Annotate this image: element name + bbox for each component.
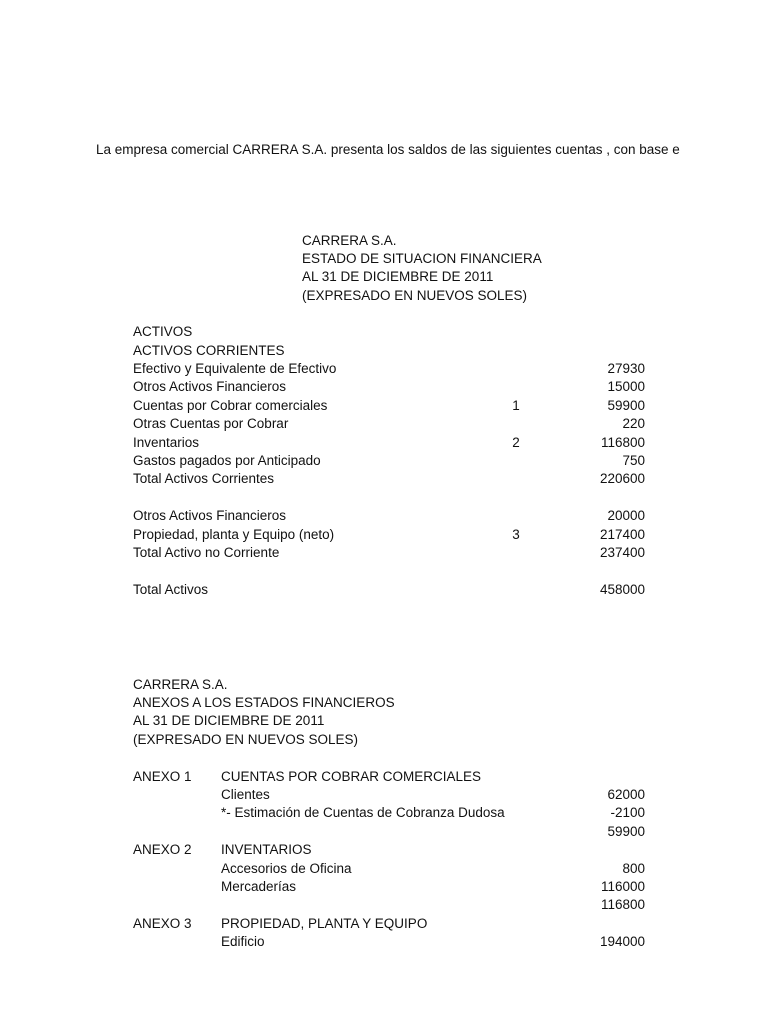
row-value: -2100 bbox=[610, 805, 645, 820]
statement-currency: (EXPRESADO EN NUEVOS SOLES) bbox=[302, 288, 528, 303]
row-value: 27930 bbox=[607, 361, 645, 376]
row-value: 59900 bbox=[607, 398, 645, 413]
total-value: 220600 bbox=[599, 471, 645, 486]
total-label: Total Activo no Corriente bbox=[133, 545, 280, 560]
anexo-title: PROPIEDAD, PLANTA Y EQUIPO bbox=[221, 916, 428, 931]
statement-company: CARRERA S.A. bbox=[302, 233, 397, 248]
section-activos-corrientes: ACTIVOS CORRIENTES bbox=[133, 343, 285, 358]
row-label: Mercaderías bbox=[221, 879, 297, 894]
row-label: Otras Cuentas por Cobrar bbox=[133, 416, 289, 431]
section-activos: ACTIVOS bbox=[133, 324, 193, 339]
row-label: Efectivo y Equivalente de Efectivo bbox=[133, 361, 337, 376]
annex-title: ANEXOS A LOS ESTADOS FINANCIEROS bbox=[133, 695, 395, 710]
row-note: 3 bbox=[512, 527, 520, 542]
row-value: 194000 bbox=[599, 934, 645, 949]
statement-date: AL 31 DE DICIEMBRE DE 2011 bbox=[302, 269, 494, 284]
subtotal-value: 59900 bbox=[607, 824, 645, 839]
anexo-tag: ANEXO 2 bbox=[133, 842, 192, 857]
row-value: 220 bbox=[622, 416, 645, 431]
annex-currency: (EXPRESADO EN NUEVOS SOLES) bbox=[133, 732, 359, 747]
row-label: Cuentas por Cobrar comerciales bbox=[133, 398, 328, 413]
row-label: Otros Activos Financieros bbox=[133, 508, 287, 523]
row-value: 20000 bbox=[607, 508, 645, 523]
total-value: 237400 bbox=[599, 545, 645, 560]
grand-total-label: Total Activos bbox=[133, 582, 209, 597]
anexo-title: INVENTARIOS bbox=[221, 842, 312, 857]
row-note: 1 bbox=[512, 398, 520, 413]
row-label: Accesorios de Oficina bbox=[221, 861, 352, 876]
subtotal-value: 116800 bbox=[600, 897, 645, 912]
annex-date: AL 31 DE DICIEMBRE DE 2011 bbox=[133, 713, 325, 728]
row-label: Inventarios bbox=[133, 435, 200, 450]
row-value: 800 bbox=[622, 861, 645, 876]
row-label: *- Estimación de Cuentas de Cobranza Dudosa bbox=[221, 805, 505, 820]
row-label: Propiedad, planta y Equipo (neto) bbox=[133, 527, 335, 542]
row-value: 62000 bbox=[607, 787, 645, 802]
anexo-tag: ANEXO 3 bbox=[133, 916, 192, 931]
statement-title: ESTADO DE SITUACION FINANCIERA bbox=[302, 251, 542, 266]
row-value: 116800 bbox=[600, 435, 645, 450]
annex-company: CARRERA S.A. bbox=[133, 677, 228, 692]
anexo-tag: ANEXO 1 bbox=[133, 769, 192, 784]
row-note: 2 bbox=[512, 435, 520, 450]
row-value: 217400 bbox=[599, 527, 645, 542]
anexo-title: CUENTAS POR COBRAR COMERCIALES bbox=[221, 769, 482, 784]
total-label: Total Activos Corrientes bbox=[133, 471, 275, 486]
row-label: Edificio bbox=[221, 934, 265, 949]
row-label: Gastos pagados por Anticipado bbox=[133, 453, 321, 468]
row-value: 15000 bbox=[607, 379, 645, 394]
row-label: Otros Activos Financieros bbox=[133, 379, 287, 394]
row-value: 750 bbox=[622, 453, 645, 468]
row-value: 116000 bbox=[600, 879, 645, 894]
row-label: Clientes bbox=[221, 787, 270, 802]
intro-text: La empresa comercial CARRERA S.A. presenta los saldos de las siguientes cuentas , con base e bbox=[96, 142, 680, 157]
grand-total-value: 458000 bbox=[599, 582, 645, 597]
